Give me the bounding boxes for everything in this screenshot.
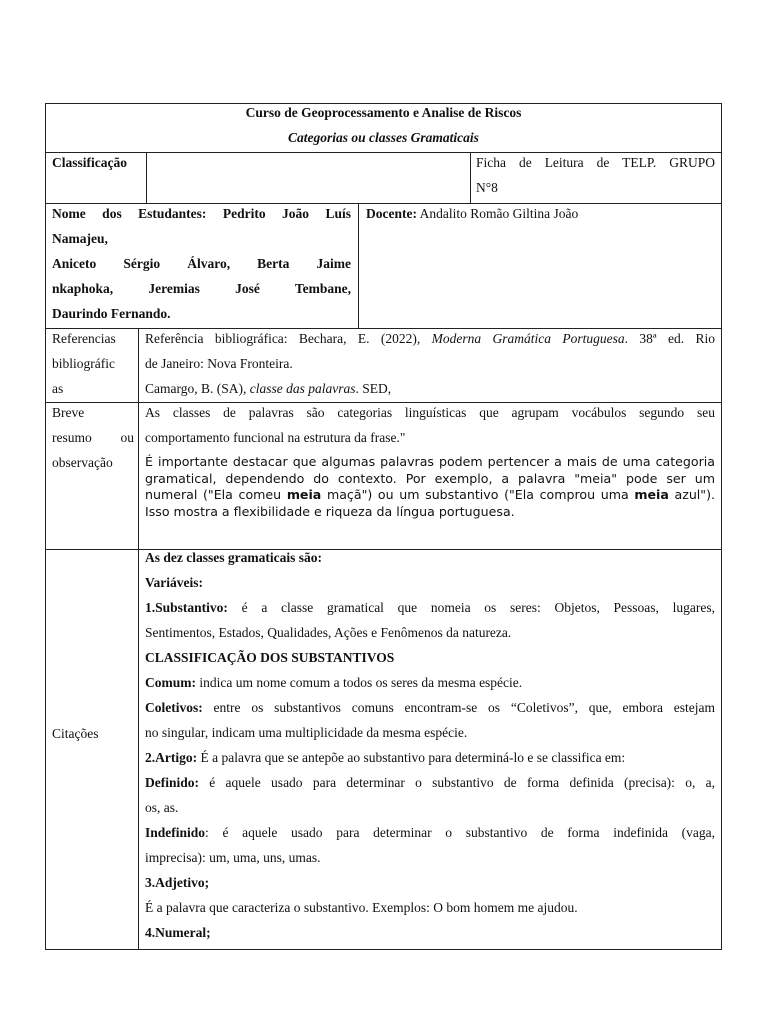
- summary-paragraph-1-line-1: As classes de palavras são categorias linguísticas que agrupam vocábulos segundo seu: [145, 405, 715, 420]
- comum-label: Comum:: [145, 675, 196, 690]
- reference-camargo: [145, 376, 715, 401]
- artigo-text: É a palavra que se antepõe ao substantivo para determiná-lo e se classifica em:: [197, 750, 626, 765]
- students-line-5: Daurindo Fernando.: [52, 306, 171, 321]
- teacher-label: Docente:: [366, 206, 417, 221]
- summary-label-1: Breve: [52, 405, 85, 420]
- adjetivo-label: 3.Adjetivo;: [145, 875, 210, 890]
- classification-label: Classificação: [52, 155, 127, 170]
- students-line-4: nkaphoka, Jeremias José Tembane,: [52, 281, 351, 296]
- definido-line-1: [145, 770, 715, 795]
- topic-subtitle: Categorias ou classes Gramaticais: [288, 130, 479, 145]
- rule-class-label: [146, 152, 147, 204]
- summary-p2-bold-1: meia: [286, 487, 322, 502]
- definido-text: é aquele usado para determinar o substantivo de forma definida (precisa): o, a,: [199, 775, 715, 790]
- reference-bechara-edition: . 38ª ed. Rio: [624, 331, 716, 346]
- substantivo-line-2: Sentimentos, Estados, Qualidades, Ações e Fenômenos da natureza.: [145, 625, 512, 640]
- reference-bechara-author: Referência bibliográfica: Bechara, E. (2022),: [145, 331, 421, 346]
- reference-camargo-author: Camargo, B. (SA),: [145, 381, 247, 396]
- coletivos-text: entre os substantivos comuns encontram-se os “Coletivos”, que, embora estejam: [202, 700, 715, 715]
- substantivo-text: é a classe gramatical que nomeia os seres: Objetos, Pessoas, lugares,: [227, 600, 715, 615]
- citations-label: Citações: [52, 726, 99, 741]
- artigo-label: 2.Artigo:: [145, 750, 198, 765]
- citations-intro: As dez classes gramaticais são:: [145, 550, 322, 565]
- references-list: [145, 326, 715, 401]
- reference-camargo-source: . SED,: [355, 381, 392, 396]
- artigo-line: [145, 745, 715, 770]
- students-names: [52, 201, 351, 326]
- reference-bechara-title: Moderna Gramática Portuguesa: [431, 331, 625, 346]
- citations-variaveis: Variáveis:: [145, 575, 203, 590]
- indefinido-line-2: imprecisa): um, uma, uns, umas.: [145, 850, 321, 865]
- comum-text: indica um nome comum a todos os seres da mesma espécie.: [196, 675, 523, 690]
- teacher-name: Andalito Romão Giltina João: [419, 206, 579, 221]
- students-line-3: Aniceto Sérgio Álvaro, Berta Jaime: [52, 256, 351, 271]
- adjetivo-text: É a palavra que caracteriza o substantivo. Exemplos: O bom homem me ajudou.: [145, 900, 578, 915]
- references-label-2: bibliográfic: [52, 356, 115, 371]
- references-label-1: Referencias: [52, 331, 116, 346]
- summary-paragraph-1-line-2: comportamento funcional na estrutura da frase.": [145, 430, 406, 445]
- reference-bechara-publisher: de Janeiro: Nova Fronteira.: [145, 356, 293, 371]
- course-title: Curso de Geoprocessamento e Analise de Riscos: [245, 105, 522, 120]
- rule-class-ficha: [470, 152, 471, 204]
- ficha-info: [476, 150, 715, 200]
- coletivos-label: Coletivos:: [145, 700, 203, 715]
- summary-p2-part-d: azul"). Isso mostra a flexibilidade e riqueza da língua portuguesa.: [145, 487, 716, 519]
- definido-line-2: os, as.: [145, 800, 179, 815]
- ficha-line-1: Ficha de Leitura de TELP. GRUPO: [476, 155, 715, 170]
- summary-p2-part-c: maçã") ou um substantivo ("Ela comprou uma: [321, 487, 635, 502]
- coletivos-line-1: [145, 695, 715, 720]
- substantivo-line-1: [145, 595, 715, 620]
- definido-label: Definido:: [145, 775, 199, 790]
- indefinido-line-1: [145, 820, 715, 845]
- classificacao-heading: CLASSIFICAÇÃO DOS SUBSTANTIVOS: [145, 650, 395, 665]
- indefinido-label: Indefinido: [145, 825, 206, 840]
- summary-paragraph-2: [145, 454, 715, 520]
- reference-bechara: [145, 326, 715, 351]
- reference-camargo-title: classe das palavras: [249, 381, 356, 396]
- summary-label-3: observação: [52, 455, 113, 470]
- students-line-2: Namajeu,: [52, 231, 108, 246]
- rule-students-teacher: [358, 203, 359, 329]
- indefinido-text: : é aquele usado para determinar o substantivo de forma indefinida (vaga,: [205, 825, 715, 840]
- comum-line: [145, 670, 715, 695]
- summary-p2-part-a: É importante destacar que algumas palavras podem pertencer a mais de uma categoria gramatical, dependendo do contexto. Por exemplo, a palavra "meia" pode ser um numeral ("Ela comeu: [145, 454, 715, 502]
- summary-label: [52, 400, 134, 475]
- ficha-line-2: N°8: [476, 180, 498, 195]
- students-line-1: Nome dos Estudantes: Pedrito João Luís: [52, 206, 351, 221]
- numeral-label: 4.Numeral;: [145, 925, 211, 940]
- summary-p2-bold-2: meia: [634, 487, 669, 502]
- rule-label-column: [138, 328, 139, 950]
- references-label: [52, 326, 134, 401]
- summary-text: [145, 400, 715, 520]
- summary-label-2: [52, 425, 134, 450]
- summary-label-2a: resumo: [52, 430, 92, 445]
- substantivo-label: 1.Substantivo:: [145, 600, 228, 615]
- reading-form-table: [45, 103, 722, 950]
- teacher-info: [366, 201, 716, 226]
- citations-text: [145, 545, 715, 945]
- references-label-3: as: [52, 381, 64, 396]
- coletivos-line-2: no singular, indicam uma multiplicidade da mesma espécie.: [145, 725, 468, 740]
- summary-label-2b: ou: [120, 430, 134, 445]
